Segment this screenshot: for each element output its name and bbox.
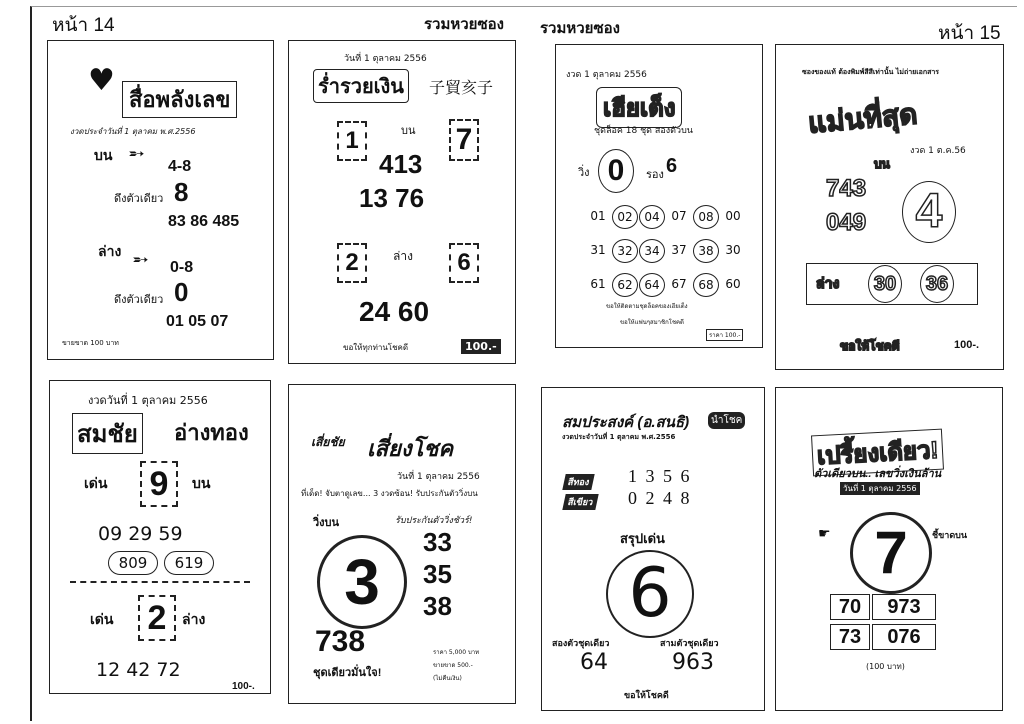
grid-number: 32 <box>612 239 638 263</box>
position-1: บน <box>192 475 211 491</box>
cupid-arrow-icon: ➵ <box>128 141 145 165</box>
top-label: บน <box>94 147 113 163</box>
grid-number: 37 <box>671 243 687 257</box>
second-label: รอง <box>646 168 664 181</box>
price: (100 บาท) <box>866 662 905 671</box>
panel-sia-chai <box>288 384 516 704</box>
bottom-label: ล่าง <box>393 249 413 263</box>
panel-maen-thi-sut <box>775 44 1004 370</box>
top-label: บน <box>874 157 890 171</box>
run-label: วิ่งบน <box>313 517 340 529</box>
oval-number-2: 619 <box>164 551 214 575</box>
grid-number: 08 <box>693 205 719 229</box>
symbols: 子貿亥子 <box>429 80 494 97</box>
date: วันที่ 1 ตุลาคม 2556 <box>397 472 480 482</box>
numbers-1: 83 86 485 <box>168 213 240 230</box>
cupid-arrow-icon: ➵ <box>132 247 149 271</box>
panel-title: เฮียเต็ง <box>596 87 682 128</box>
bottom-number-2: 36 <box>920 265 954 303</box>
numbers-2: 12 42 72 <box>96 659 181 681</box>
bottom-value: 0-8 <box>170 259 194 276</box>
grid-number: 38 <box>693 239 719 263</box>
grid-value-1: 70 <box>830 594 870 620</box>
pointing-hand-icon: ☛ <box>818 526 831 542</box>
panel-title: เปรี้ยงเดียว! <box>811 429 944 477</box>
top-right-digit: 7 <box>449 119 479 161</box>
grid-number: 67 <box>671 277 687 291</box>
single-label-1: ดึงตัวเดียว <box>114 192 164 205</box>
right-page-number: หน้า 15 <box>938 23 1001 44</box>
number-4: 738 <box>315 625 366 658</box>
price: 100-. <box>232 681 255 692</box>
grid-value-3: 73 <box>830 624 870 650</box>
wish: ขอให้โชคดี <box>624 691 669 701</box>
draw-date: งวดประจำวันที่ 1 ตุลาคม พ.ศ.2556 <box>562 433 676 441</box>
big-number: 4 <box>902 181 956 243</box>
draw-date: งวดประจำวันที่ 1 ตุลาคม พ.ศ.2556 <box>70 127 196 136</box>
panel-somchai-angthong <box>49 380 271 694</box>
price-1: ราคา 5,000 บาท <box>433 649 480 656</box>
grid-number: 02 <box>612 205 638 229</box>
three-digit-value: 963 <box>672 650 714 675</box>
grid-number: 68 <box>693 273 719 297</box>
row-label-2: สีเขียว <box>562 494 598 510</box>
divider <box>70 581 250 583</box>
panel-title: เสี่ยงโชค <box>367 436 454 461</box>
grid-number: 04 <box>639 205 665 229</box>
grid-number: 64 <box>639 273 665 297</box>
panel-somprasong <box>541 387 765 711</box>
grid-number: 62 <box>612 273 638 297</box>
two-digit-value: 64 <box>580 650 608 675</box>
grid-number: 07 <box>671 209 687 223</box>
title-1: สมชัย <box>72 413 143 454</box>
note-1: ขอให้ติดตามชุดล็อคของเฮียเต็ง <box>606 303 688 310</box>
summary-label: สรุปเด่น <box>620 531 665 546</box>
grid-number: 61 <box>590 277 606 291</box>
title-2: อ่างทอง <box>174 420 249 445</box>
price: ขายขาด 100 บาท <box>62 339 119 347</box>
subtitle: ชุดล็อค 18 ชุด สองตัวบน <box>594 126 693 136</box>
big-number-1: 9 <box>140 461 178 507</box>
oval-number-1: 809 <box>108 551 158 575</box>
single-value-1: 8 <box>174 177 189 207</box>
numbers: 09 29 59 <box>98 523 183 545</box>
number-3: 24 60 <box>359 296 430 327</box>
grid-number: 31 <box>590 243 606 257</box>
number-1: 413 <box>379 149 423 179</box>
small-title: เสี่ยชัย <box>311 435 345 449</box>
number-2: 13 76 <box>359 183 425 213</box>
bottom-label: ล่าง <box>98 243 122 259</box>
price: 100-. <box>954 339 980 351</box>
second-value: 6 <box>666 155 678 177</box>
price-badge: 100.- <box>461 339 501 354</box>
cupid-icon: ♥ <box>88 63 115 98</box>
bottom-left-digit: 2 <box>337 243 367 283</box>
number-2: 049 <box>826 209 867 236</box>
run-value: 0 <box>598 149 634 193</box>
panel-title: สื่อพลังเลข <box>122 81 237 118</box>
big-number-2: 2 <box>138 595 176 641</box>
panel-hia-teng <box>555 44 763 348</box>
big-number: 7 <box>850 512 932 594</box>
row-label-1: สีทอง <box>562 474 595 490</box>
single-label-2: ดึงตัวเดียว <box>114 293 164 306</box>
panel-title: ร่ำรวยเงิน <box>313 69 409 103</box>
grid-value-2: 973 <box>872 594 936 620</box>
guarantee: รับประกันตัววิ่งชัวร์! <box>395 516 473 526</box>
panel-priang-diao <box>775 387 1003 711</box>
panel-ruamruay-ngoen <box>288 40 516 364</box>
big-number: 6 <box>606 550 694 638</box>
date: วันที่ 1 ตุลาคม 2556 <box>840 482 920 495</box>
right-page-title: รวมหวยซอง <box>540 20 620 37</box>
panel-suepalanglek <box>47 40 274 360</box>
bottom-label: ล่าง <box>816 275 840 291</box>
highlight-line: ที่เด็ด! จับตาดูเลข... 3 งวดซ้อน! รับประกันตัววิ่งบน <box>301 489 478 498</box>
numbers-2: 01 05 07 <box>166 313 229 330</box>
top-label: บน <box>401 124 416 137</box>
draw-date: งวดวันที่ 1 ตุลาคม 2556 <box>88 394 208 407</box>
top-value: 4-8 <box>168 158 192 175</box>
left-page-title: รวมหวยซอง <box>424 16 504 33</box>
price-3: (ไม่คืนเงิน) <box>433 675 462 682</box>
note-2: ขอให้แฟนๆสมาชิกโชคดี <box>620 319 684 326</box>
wish: ขอให้ทุกท่านโชคดี <box>343 343 409 352</box>
panel-title: สมประสงค์ (อ.สนธิ) <box>562 414 690 431</box>
row-value-2: 0 2 4 8 <box>628 488 692 508</box>
run-label: วิ่ง <box>578 166 590 179</box>
bottom-right-digit: 6 <box>449 243 479 283</box>
big-number: 3 <box>317 535 407 629</box>
three-digit-label: สามตัวชุดเดียว <box>660 639 719 649</box>
row-value-1: 1 3 5 6 <box>628 466 692 486</box>
grid-number: 01 <box>590 209 606 223</box>
grid-number: 00 <box>725 209 741 223</box>
draw-date: งวด 1 ต.ค.56 <box>910 146 966 156</box>
grid-number: 34 <box>639 239 665 263</box>
lead-2: เด่น <box>90 611 114 627</box>
grid-number: 60 <box>725 277 741 291</box>
grid-number: 30 <box>725 243 741 257</box>
tag-badge: นำโชค <box>708 412 745 429</box>
date: วันที่ 1 ตุลาคม 2556 <box>344 54 427 64</box>
number-1: 33 <box>423 527 452 557</box>
number-2: 35 <box>423 559 452 589</box>
decisive-label: ชี้ขาดบน <box>932 531 968 541</box>
price-2: ขายขาด 500.- <box>433 662 473 669</box>
number-1: 743 <box>826 175 867 202</box>
grid-value-4: 076 <box>872 624 936 650</box>
left-page-number: หน้า 14 <box>52 15 115 36</box>
subtitle: ตัวเดียวบน.. เลขวิ่งเงินล้าน <box>814 468 942 480</box>
position-2: ล่าง <box>182 611 206 627</box>
number-3: 38 <box>423 591 452 621</box>
lead-1: เด่น <box>84 475 108 491</box>
single-value-2: 0 <box>174 277 189 307</box>
top-left-digit: 1 <box>337 121 367 161</box>
wish: ขอให้โชคดี <box>840 339 900 353</box>
price: ราคา 100.- <box>706 329 743 341</box>
tagline: ชุดเดียวมั่นใจ! <box>313 667 382 679</box>
panel-title: แม่นที่สุด <box>806 98 919 139</box>
bottom-number-1: 30 <box>868 265 902 303</box>
draw-date: งวด 1 ตุลาคม 2556 <box>566 70 647 80</box>
top-note: ซองของแท้ ต้องพิมพ์สีสีเท่านั้น ไม่ถ่ายเอกสาร <box>802 68 940 76</box>
two-digit-label: สองตัวชุดเดียว <box>552 639 610 649</box>
